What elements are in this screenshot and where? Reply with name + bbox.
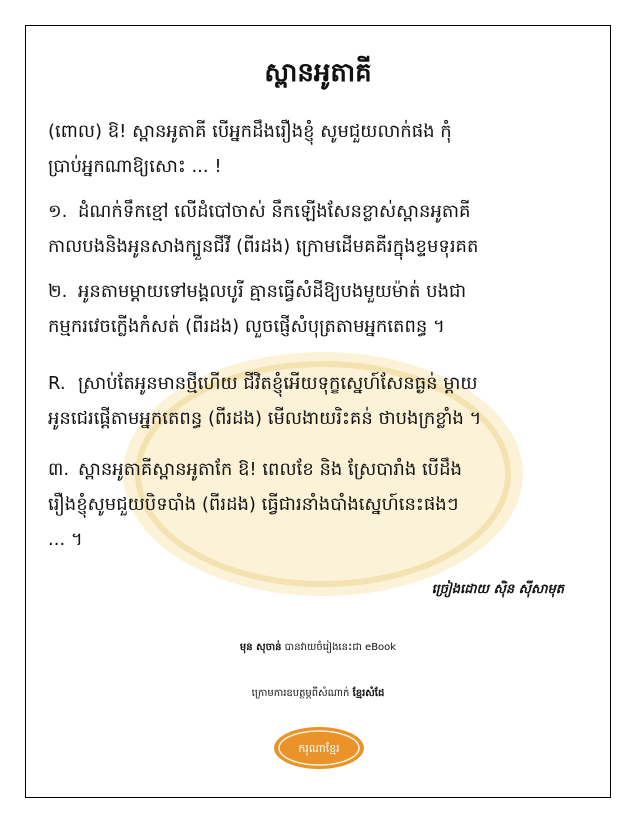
sponsor-text: ក្រោមការឧបត្ថម្ភពីសំណាក់ bbox=[251, 688, 350, 699]
paragraph-line: អូនជេរផ្ដើតាមអ្នកតេពន្ធ (ពីរដង) មើលងាយរិះគន់ ថាបងក្រខ្លាំង ។ bbox=[48, 408, 482, 429]
singer-signature: ច្រៀងដោយ ស៊ិន ស៊ីសាមុត bbox=[431, 582, 564, 597]
song-title: ស្ពានអូតាគី bbox=[264, 58, 372, 88]
paragraph-line: កម្មករវេចក្លើងកំសត់ (ពីរដង) លួចផ្ញើសំបុត្រតាមអ្នកតេពន្ធ ។ bbox=[48, 316, 445, 337]
typist-text: បានវាយចំរៀងនេះជា eBook bbox=[284, 642, 397, 653]
paragraph-line: រឿងខ្ញុំសូមជួយបិទបាំង (ពីរដង) ធ្វើជារនាំងបាំងស្នេហ៍នេះផងៗ bbox=[48, 494, 459, 515]
refrain bbox=[48, 366, 596, 436]
paragraph-line: ... ។ bbox=[48, 529, 83, 550]
paragraph-line: ប្រាប់អ្នកណាឱ្យសោះ ... ! bbox=[48, 156, 222, 177]
sponsor-line bbox=[26, 686, 610, 701]
sponsor-name: ខ្មែរសំដែ bbox=[352, 688, 385, 699]
verse-2 bbox=[48, 274, 596, 344]
paragraph-line: ស្ពានអូតាគីស្ពានអូតាកែ ឱ! ពេលខែ និង ស្រែបារាំង បើដឹង bbox=[78, 459, 462, 480]
document-page bbox=[25, 25, 611, 798]
paragraph-line: អូនតាមម្ដាយទៅមង្គលបូរី គ្មានធ្វើសំដីឱ្យបងមួយម៉ាត់ បងជា bbox=[78, 281, 467, 302]
paragraph-line: ស្រាប់តែអូនមានថ្មីហើយ ជីវិតខ្ញុំអើយទុក្ខស្នេហ៍សែនធ្ងន់ ម្ដាយ bbox=[78, 373, 478, 394]
intro-paragraph bbox=[48, 114, 596, 184]
typist-name: មុន សុចាន់ bbox=[239, 642, 282, 653]
verse-number: ២. bbox=[48, 281, 68, 302]
verse-number: ១. bbox=[48, 201, 68, 222]
verse-3 bbox=[48, 452, 596, 557]
verse-1 bbox=[48, 194, 596, 264]
paragraph-line: (ពោល) ឱ! ស្ពានអូតាគី បើអ្នកដឹងរឿងខ្ញុំ សូមជួយលាក់ផង កុំ bbox=[48, 121, 452, 142]
logo-text: ករុណាខ្មែរ bbox=[298, 742, 340, 755]
verse-number: ៣. bbox=[48, 459, 70, 480]
paragraph-line: ដំណក់ទឹកខ្មៅ លើដំបៅចាស់ នឹកឡើងសែនខ្លាស់ស្ពានអូតាគី bbox=[78, 201, 471, 222]
karuna-khmer-logo-icon bbox=[273, 726, 365, 770]
paragraph-line: កាលបងនិងអូនសាងក្បួនជីវី (ពីរដង) ក្រោមដើមគគីរក្នុងខ្ទមទុរគត bbox=[48, 236, 479, 257]
verse-number: R. bbox=[48, 373, 66, 394]
typist-credit bbox=[26, 640, 610, 655]
